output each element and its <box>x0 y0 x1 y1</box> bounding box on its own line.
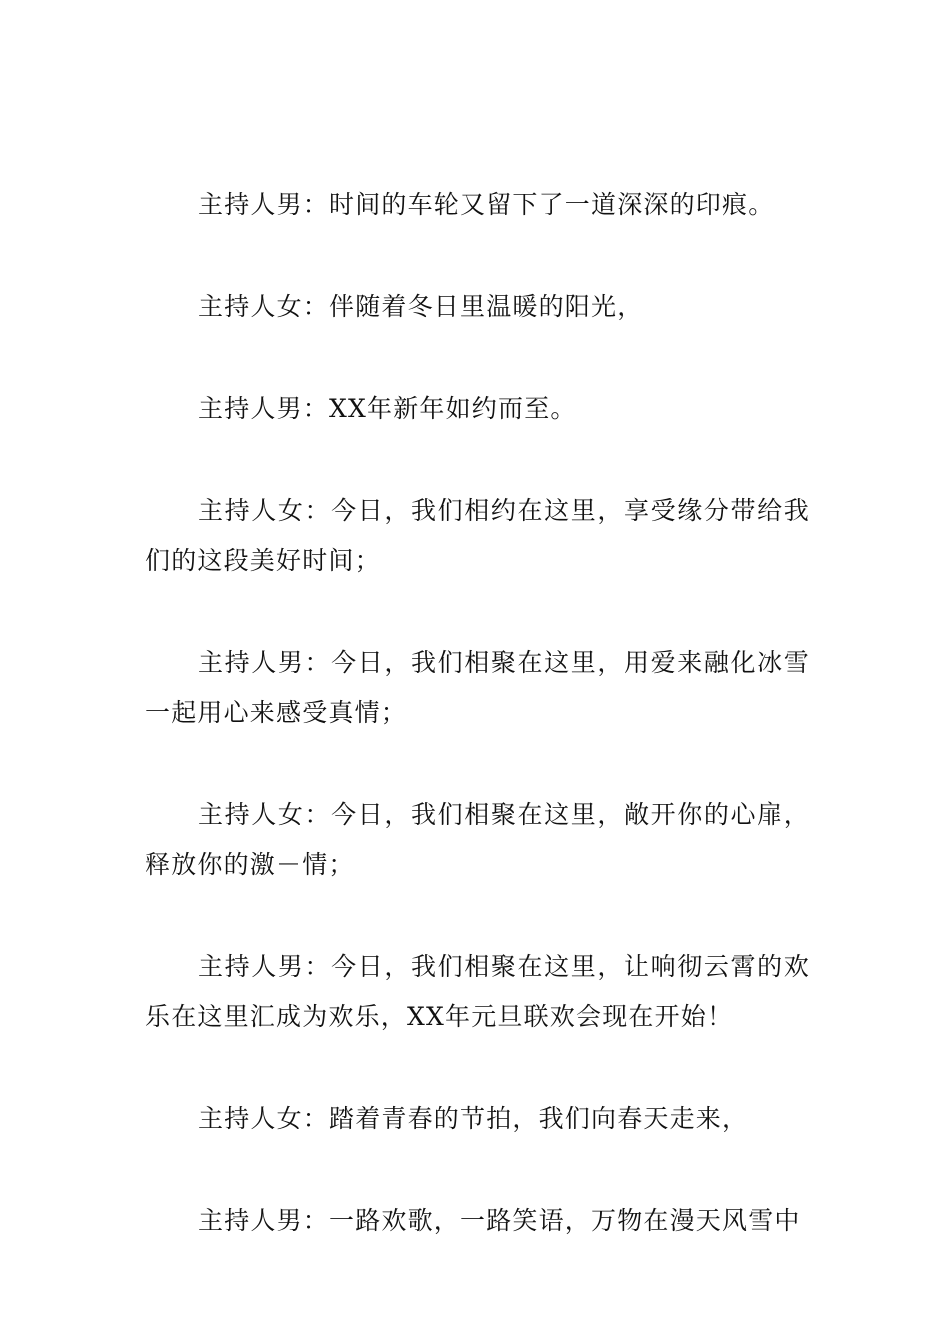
paragraph-7: 主持人男：今日，我们相聚在这里，让响彻云霄的欢乐在这里汇成为欢乐，XX年元旦联欢会现在开始！ <box>145 952 810 1031</box>
document-body <box>145 180 810 1246</box>
paragraph-5: 主持人男：今日，我们相聚在这里，用爱来融化冰雪一起用心来感受真情； <box>145 648 810 727</box>
paragraph-4: 主持人女：今日，我们相约在这里，享受缘分带给我们的这段美好时间； <box>145 496 810 575</box>
paragraph-1: 主持人男：时间的车轮又留下了一道深深的印痕。 <box>198 190 775 219</box>
paragraph-8: 主持人女：踏着青春的节拍，我们向春天走来， <box>198 1104 749 1133</box>
paragraph-2: 主持人女：伴随着冬日里温暖的阳光， <box>198 292 644 321</box>
paragraph-6: 主持人女：今日，我们相聚在这里，敞开你的心扉，释放你的激－情； <box>145 800 810 879</box>
paragraph-9: 主持人男：一路欢歌，一路笑语，万物在漫天风雪中 <box>198 1206 801 1235</box>
paragraph-3: 主持人男：XX年新年如约而至。 <box>198 394 577 423</box>
